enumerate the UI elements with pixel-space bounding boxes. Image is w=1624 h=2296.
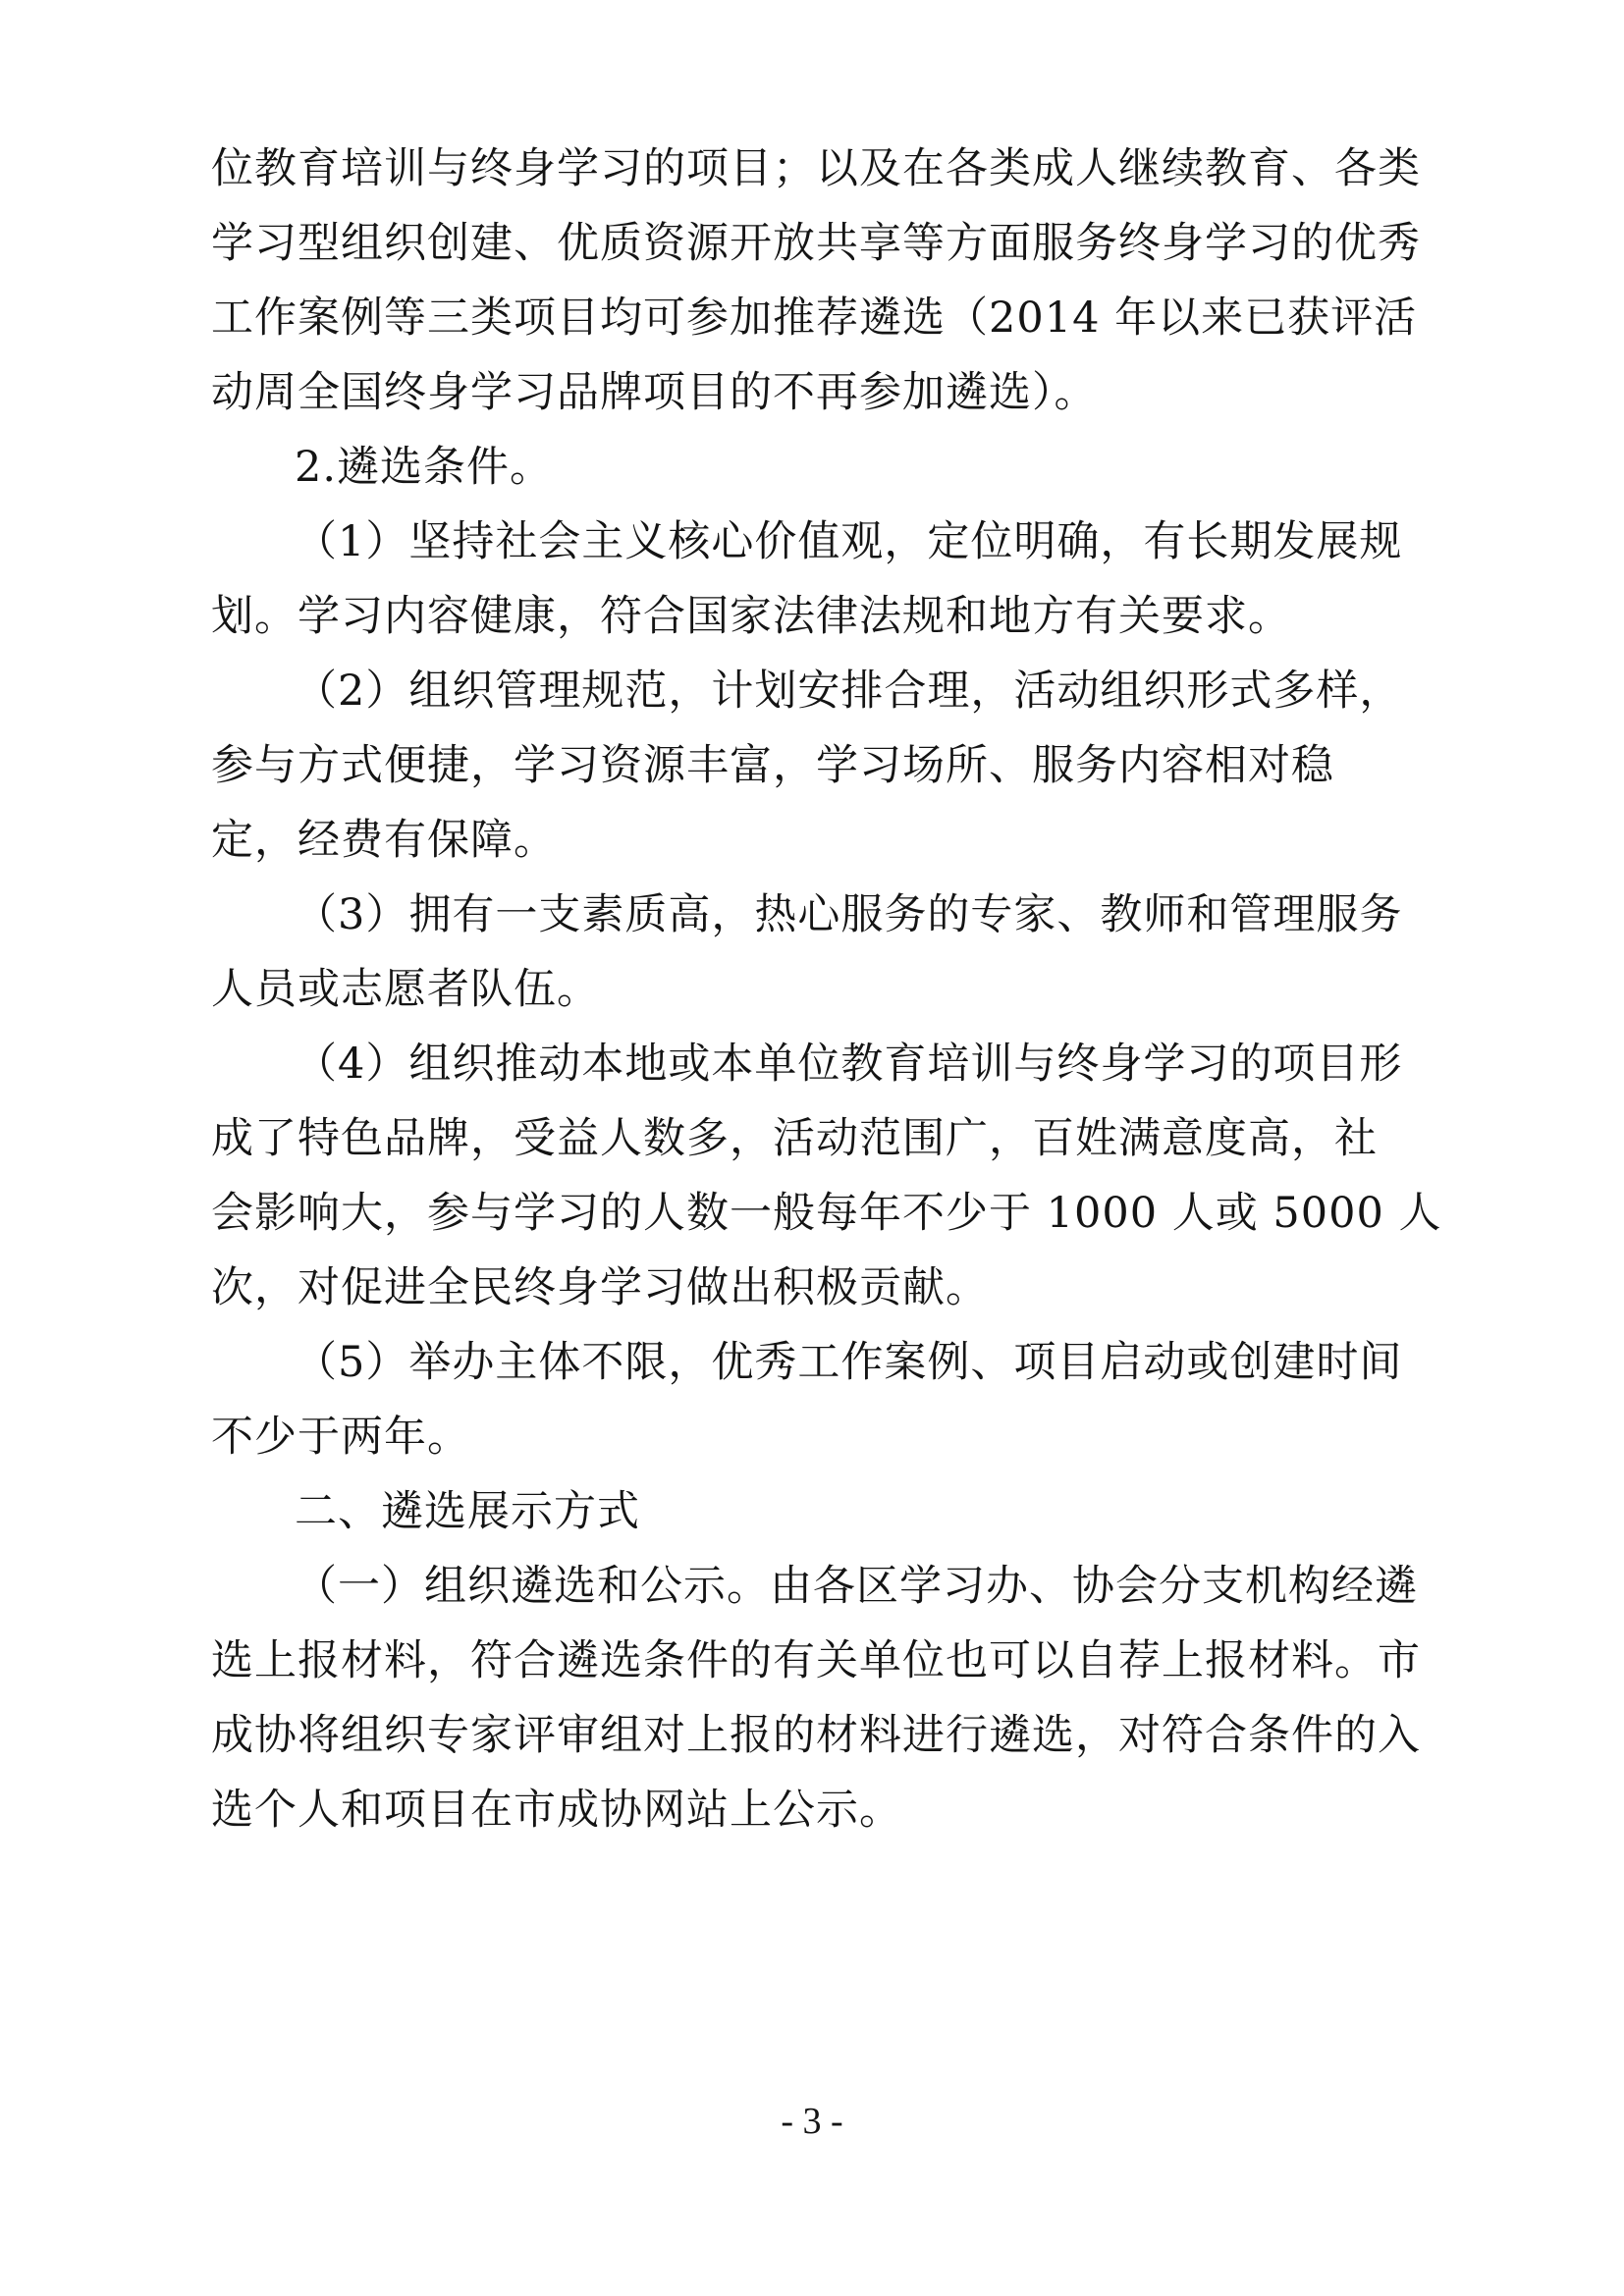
section-heading: 2.遴选条件。 bbox=[295, 443, 554, 492]
text-line: （1）坚持社会主义核心价值观，定位明确，有长期发展规 bbox=[295, 517, 1403, 566]
page-number: - 3 - bbox=[781, 2101, 843, 2142]
text-line: 定，经费有保障。 bbox=[211, 816, 557, 865]
text-line: 人员或志愿者队伍。 bbox=[211, 965, 600, 1014]
text-line: 选上报材料，符合遴选条件的有关单位也可以自荐上报材料。市 bbox=[211, 1636, 1421, 1685]
text-line: （3）拥有一支素质高，热心服务的专家、教师和管理服务 bbox=[295, 890, 1403, 939]
text-line: 学习型组织创建、优质资源开放共享等方面服务终身学习的优秀 bbox=[211, 219, 1421, 268]
text-line: 参与方式便捷，学习资源丰富，学习场所、服务内容相对稳 bbox=[211, 741, 1334, 790]
text-line: （4）组织推动本地或本单位教育培训与终身学习的项目形 bbox=[295, 1040, 1403, 1089]
text-line: 不少于两年。 bbox=[211, 1413, 470, 1462]
text-line: 会影响大，参与学习的人数一般每年不少于 1000 人或 5000 人 bbox=[211, 1189, 1442, 1238]
text-line: 工作案例等三类项目均可参加推荐遴选（2014 年以来已获评活 bbox=[211, 294, 1418, 343]
text-line: （一）组织遴选和公示。由各区学习办、协会分支机构经遴 bbox=[295, 1562, 1418, 1611]
section-heading: 二、遴选展示方式 bbox=[295, 1487, 640, 1536]
text-line: 次，对促进全民终身学习做出积极贡献。 bbox=[211, 1263, 989, 1312]
text-line: 选个人和项目在市成协网站上公示。 bbox=[211, 1786, 902, 1835]
text-line: 动周全国终身学习品牌项目的不再参加遴选）。 bbox=[211, 368, 1098, 417]
text-line: 划。学习内容健康，符合国家法律法规和地方有关要求。 bbox=[211, 592, 1291, 641]
text-line: （5）举办主体不限，优秀工作案例、项目启动或创建时间 bbox=[295, 1338, 1403, 1387]
text-line: （2）组织管理规范，计划安排合理，活动组织形式多样， bbox=[295, 667, 1403, 716]
text-line: 成协将组织专家评审组对上报的材料进行遴选，对符合条件的入 bbox=[211, 1711, 1421, 1760]
text-line: 位教育培训与终身学习的项目；以及在各类成人继续教育、各类 bbox=[211, 144, 1421, 193]
text-line: 成了特色品牌，受益人数多，活动范围广，百姓满意度高，社 bbox=[211, 1114, 1378, 1163]
